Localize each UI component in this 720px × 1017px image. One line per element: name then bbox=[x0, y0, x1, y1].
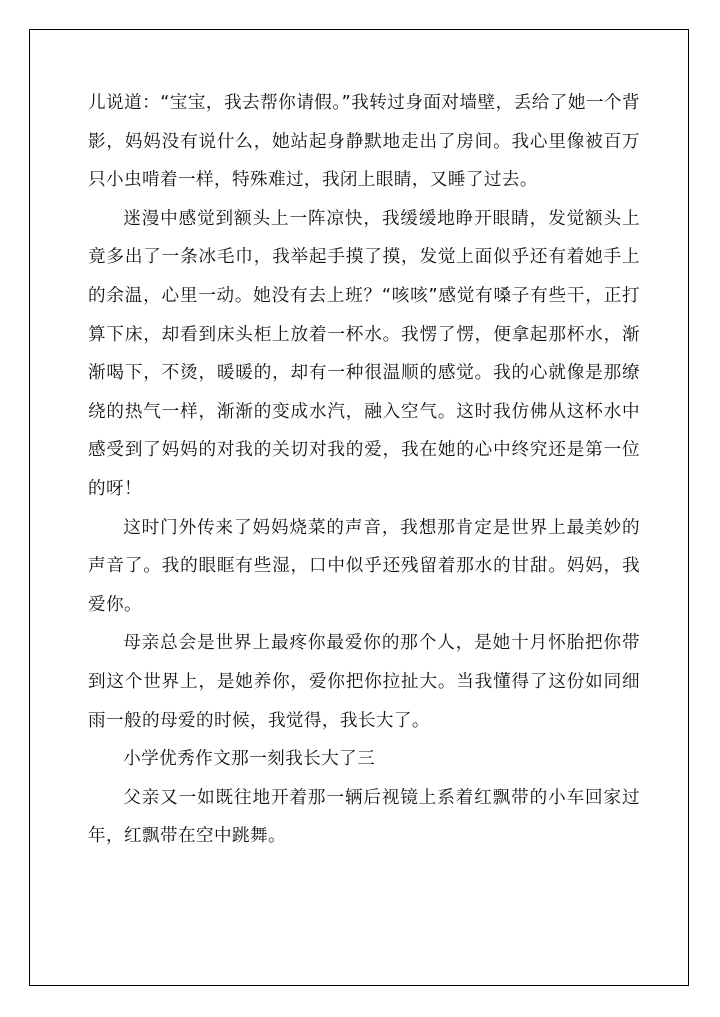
paragraph-4: 母亲总会是世界上最疼你最爱你的那个人，是她十月怀胎把你带到这个世界上，是她养你，爱你把你拉扯大。当我懂得了这份如同细雨一般的母爱的时候，我觉得，我长大了。 bbox=[88, 633, 640, 731]
paragraph-5: 父亲又一如既往地开着那一辆后视镜上系着红飘带的小车回家过年，红飘带在空中跳舞。 bbox=[88, 787, 640, 847]
paragraph-2: 迷漫中感觉到额头上一阵凉快，我缓缓地睁开眼睛，发觉额头上竟多出了一条冰毛巾，我举起手摸了摸，发觉上面似乎还有着她手上的余温，心里一动。她没有去上班？“咳咳”感觉有嗓子有些干，正打算下床，却看到床头柜上放着一杯水。我愣了愣，便拿起那杯水，渐渐喝下，不烫，暖暖的，却有一种很温顺的感觉。我的心就像是那缭绕的热气一样，渐渐的变成水汽，融入空气。这时我仿佛从这杯水中感受到了妈妈的对我的关切对我的爱，我在她的心中终究还是第一位的呀！ bbox=[88, 208, 640, 499]
paragraph-3: 这时门外传来了妈妈烧菜的声音，我想那肯定是世界上最美妙的声音了。我的眼眶有些湿，口中似乎还残留着那水的甘甜。妈妈，我爱你。 bbox=[88, 517, 640, 615]
section-heading: 小学优秀作文那一刻我长大了三 bbox=[123, 749, 376, 770]
essay-text-body bbox=[88, 84, 640, 856]
paragraph-1: 儿说道：“宝宝，我去帮你请假。”我转过身面对墙壁，丢给了她一个背影，妈妈没有说什么，她站起身静默地走出了房间。我心里像被百万只小虫啃着一样，特殊难过，我闭上眼睛，又睡了过去。 bbox=[88, 93, 640, 191]
